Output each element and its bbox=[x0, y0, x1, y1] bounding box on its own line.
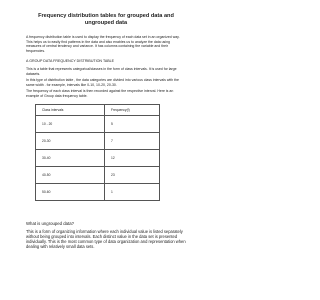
class-intervals-header: Class intervals bbox=[36, 104, 105, 115]
frequency-cell: 7 bbox=[105, 132, 160, 149]
frequency-table bbox=[35, 104, 160, 201]
frequency-recording-paragraph: The frequency of each class interval is then recorded against the respective interval. Here is an example of Group data frequency table. bbox=[26, 89, 174, 98]
table-row bbox=[36, 149, 160, 166]
table-header-row bbox=[36, 104, 160, 115]
frequency-cell: 23 bbox=[105, 166, 160, 183]
class-interval-cell: 30-40 bbox=[36, 149, 105, 166]
frequency-cell: 1 bbox=[105, 183, 160, 200]
intro-paragraph: A frequency distribution table is used to display the frequency of each data set in an organized way. This helps us to easily find patterns in the data and also enables us to analyze the data using measures of central tendency and variance. It has columns containing the variable and their frequencies. bbox=[26, 35, 180, 53]
ungrouped-section bbox=[26, 221, 186, 250]
class-interval-paragraph: In this type of distribution table , the data categories are divided into various class intervals with the same width . for example, intervals like 0-10, 10-20, 20-30. bbox=[26, 78, 179, 87]
frequency-header: Frequency(f) bbox=[105, 104, 160, 115]
frequency-cell: 5 bbox=[105, 115, 160, 132]
table-row bbox=[36, 183, 160, 200]
class-interval-cell: 20-30 bbox=[36, 132, 105, 149]
class-interval-cell: 40-50 bbox=[36, 166, 105, 183]
table-row bbox=[36, 132, 160, 149]
grouped-definition-paragraph: This is a table that represents categorical/classes in the form of class intervals. It is used for large datasets. bbox=[26, 66, 177, 76]
class-interval-cell: 50-60 bbox=[36, 183, 105, 200]
ungrouped-answer-paragraph: This is a form of organizing information where each individual value is listed separately without being grouped into intervals. Each distinct value in the data set is presented individually. This is the most common type of data organization and representation when dealing with relatively small data sets. bbox=[26, 228, 186, 250]
ungrouped-question: What is ungrouped data? bbox=[26, 220, 75, 226]
grouped-data-heading: A GROUP DATA FREQUENCY DISTRIBUTION TABLE bbox=[26, 59, 115, 64]
table-row bbox=[36, 115, 160, 132]
class-interval-cell: 10 - 20 bbox=[36, 115, 105, 132]
document-title: Frequency distribution tables for grouped data and ungrouped data bbox=[38, 13, 174, 26]
table-row bbox=[36, 166, 160, 183]
frequency-cell: 12 bbox=[105, 149, 160, 166]
